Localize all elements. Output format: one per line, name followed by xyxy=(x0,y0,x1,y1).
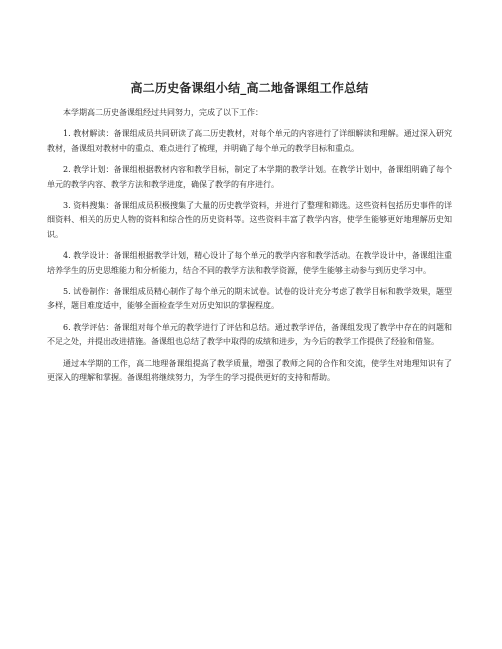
conclusion-paragraph: 通过本学期的工作，高二地理备课组提高了教学质量，增强了教师之间的合作和交流，使学生对地理知识有了更深入的理解和掌握。备课组将继续努力，为学生的学习提供更好的支持和帮助。 xyxy=(47,358,452,383)
item-paragraph-4: 4. 教学设计：备课组根据教学计划，精心设计了每个单元的教学内容和教学活动。在教学设计中，备课组注重培养学生的历史思维能力和分析能力，结合不同的教学方法和教学资源，使学生能够主动参与到历史学习中。 xyxy=(47,251,452,275)
item-paragraph-2: 2. 教学计划：备课组根据教材内容和教学目标，制定了本学期的教学计划。在教学计划中，备课组明确了每个单元的教学内容、教学方法和教学进度，确保了教学的有序进行。 xyxy=(47,165,452,189)
item-paragraph-5: 5. 试卷制作：备课组成员精心制作了每个单元的期末试卷。试卷的设计充分考虑了教学目标和教学效果，题型多样，题目难度适中，能够全面检查学生对历史知识的掌握程度。 xyxy=(47,287,452,311)
item-paragraph-1: 1. 教材解读：备课组成员共同研读了高二历史教材，对每个单元的内容进行了详细解读和理解。通过深入研究教材，备课组对教材中的重点、难点进行了梳理，并明确了每个单元的教学目标和重点。 xyxy=(47,129,452,153)
document-title: 高二历史备课组小结_高二地备课组工作总结 xyxy=(130,81,369,95)
item-paragraph-6: 6. 教学评估：备课组对每个单元的教学进行了评估和总结。通过教学评估，备课组发现了教学中存在的问题和不足之处，并提出改进措施。备课组也总结了教学中取得的成绩和进步，为今后的教学工作提供了经验和借鉴。 xyxy=(47,322,452,347)
intro-paragraph: 本学期高二历史备课组经过共同努力，完成了以下工作： xyxy=(63,108,263,117)
item-paragraph-3: 3. 资料搜集：备课组成员积极搜集了大量的历史教学资料，并进行了整理和筛选。这些资料包括历史事件的详细资料、相关的历史人物的资料和综合性的历史资料等。这些资料丰富了教学内容，使学生能够更好地理解历史知识。 xyxy=(47,201,452,239)
